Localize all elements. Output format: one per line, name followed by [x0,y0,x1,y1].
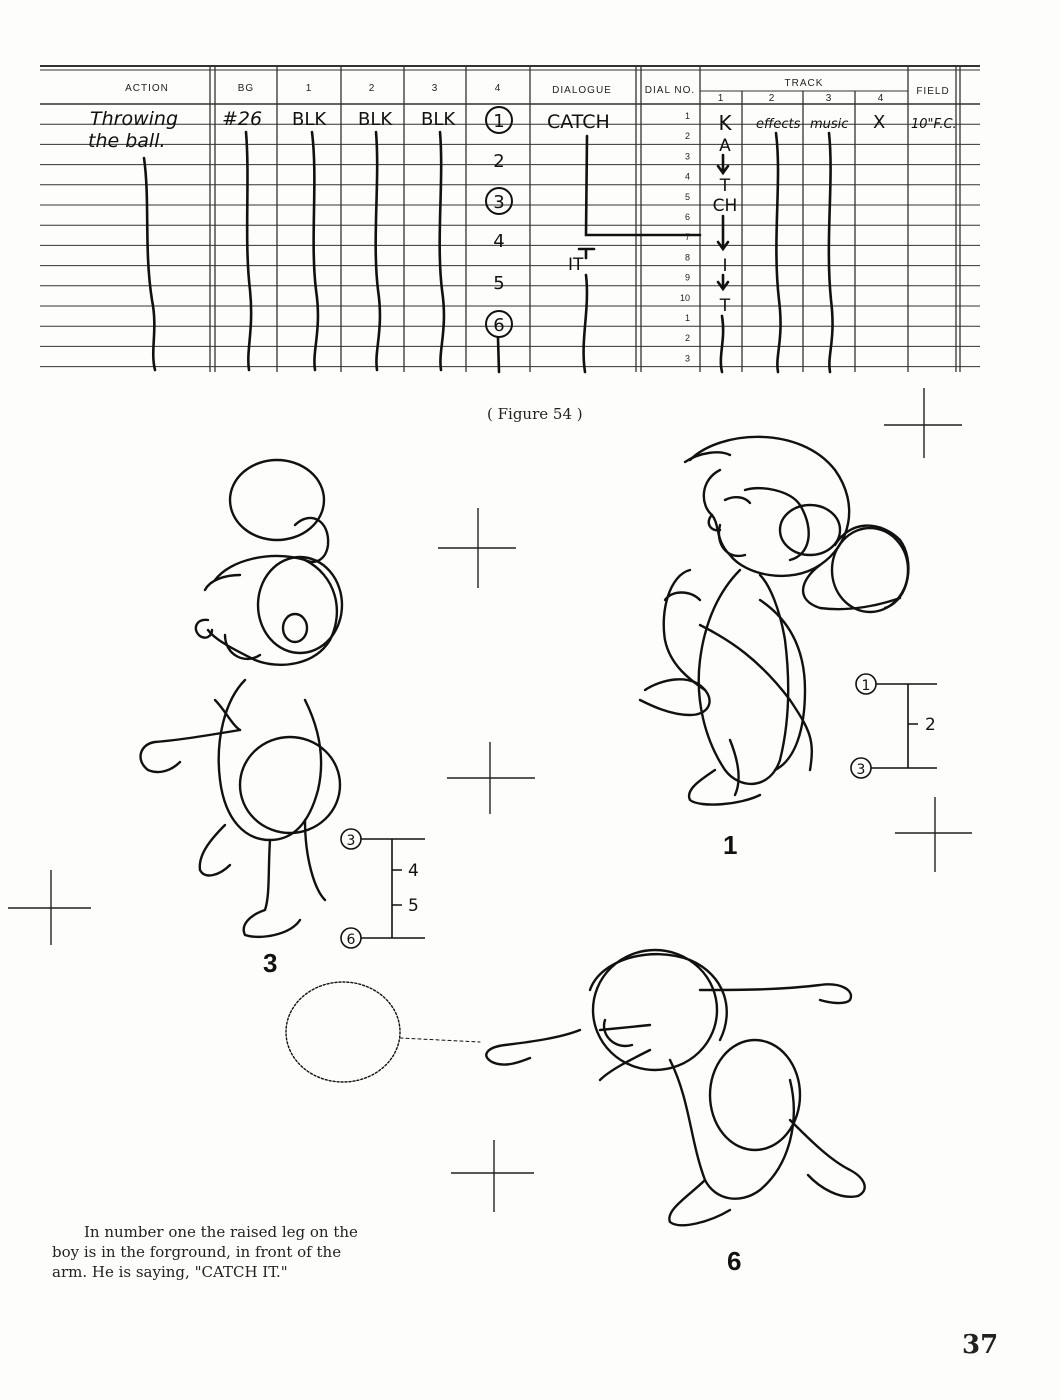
level-1-entry: BLK [292,109,327,130]
dial-number: 7 [684,232,690,243]
dial-number: 4 [684,171,690,182]
dial-number: 3 [684,353,690,364]
frame-1: 1 [493,111,505,132]
dialogue-catch: CATCH [547,111,610,133]
dial-number: 6 [684,212,690,222]
dial-number: 3 [684,151,690,162]
header-track: TRACK [784,78,824,89]
timing-3-mid-4: 4 [408,861,419,881]
header-action: ACTION [125,83,169,94]
drawing-3-boy-throwing [141,460,342,937]
track-3-music: music [810,117,849,132]
drawing-3-label: 3 [263,948,278,978]
frame-6: 6 [493,315,505,336]
track-1-a: A [719,136,731,156]
body-line-1: In number one the raised leg on the [84,1223,358,1241]
figure-caption: ( Figure 54 ) [487,405,583,423]
track-2-effects: effects [756,117,801,132]
dial-number: 5 [684,191,690,202]
header-level-3: 3 [431,83,439,94]
page-number: 37 [962,1330,999,1360]
header-bg: BG [237,83,255,94]
header-dialogue: DIALOGUE [552,85,612,96]
bg-entry: #26 [222,108,263,130]
header-track-3: 3 [825,93,833,104]
hold-lines [144,132,833,372]
header-level-4: 4 [494,83,502,94]
timing-1-top: 1 [861,678,871,694]
dial-numbers [680,111,690,363]
dialogue-it: IT [568,255,584,275]
track-1-t: T [719,176,731,196]
frame-2: 2 [493,151,505,172]
timing-3-bottom: 6 [346,932,356,948]
header-track-2: 2 [768,93,776,104]
dial-number: 2 [684,131,690,142]
header-track-1: 1 [717,93,725,104]
drawing-1-boy-winding-up [640,437,908,805]
header-track-4: 4 [877,93,885,104]
action-line-2: the ball. [88,130,166,152]
field-entry: 10"F.C. [911,117,957,132]
body-paragraph [52,1222,412,1282]
action-line-1: Throwing [90,108,179,130]
dial-number: 2 [684,333,690,344]
level-4-frames [486,107,512,337]
track-1-i: I [722,256,728,276]
dial-number: 1 [684,313,690,323]
track-1-t2: T [719,296,731,316]
timing-3-mid-5: 5 [408,896,419,916]
drawing-6-label: 6 [727,1246,742,1276]
drawing-1-label: 1 [723,830,738,860]
frame-4: 4 [493,231,505,252]
level-2-entry: BLK [358,109,393,130]
header-dial-no: DIAL NO. [644,85,696,96]
header-field: FIELD [916,86,950,97]
drawing-6-boy-release [286,950,865,1225]
header-level-1: 1 [305,83,313,94]
dial-number: 9 [684,272,690,283]
dial-number: 1 [684,111,690,121]
timing-3-top: 3 [346,833,356,849]
timing-1-bottom: 3 [856,762,866,778]
track-4-x: X [873,112,886,133]
track-1-k: K [718,111,732,135]
registration-marks [8,388,972,1212]
track-1-ch: CH [712,196,738,216]
frame-3: 3 [493,192,505,213]
dial-number: 10 [679,292,690,303]
body-line-3: arm. He is saying, "CATCH IT." [52,1263,288,1281]
frame-5: 5 [493,273,505,294]
header-level-2: 2 [368,83,376,94]
level-3-entry: BLK [421,109,456,130]
body-line-2: boy is in the forground, in front of the [52,1243,342,1261]
dial-number: 8 [684,252,690,263]
sheet-entries [88,108,957,275]
drawing-1-timing-labels [857,678,936,778]
timing-1-middle: 2 [925,715,936,735]
